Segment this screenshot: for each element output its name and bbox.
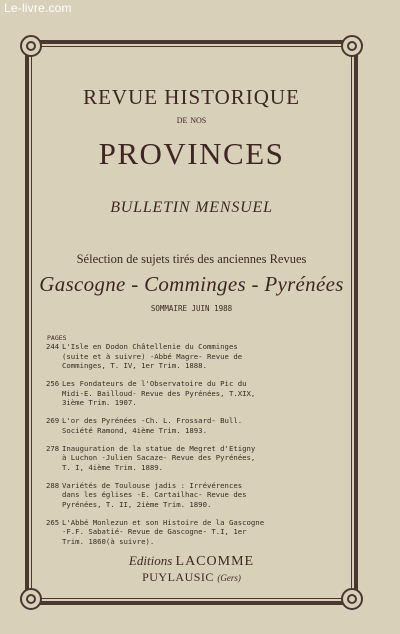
list-item (46, 342, 346, 371)
watermark: Le-livre.com (4, 1, 72, 15)
publisher-line (30, 553, 353, 570)
corner-ornament-icon (341, 588, 363, 610)
list-item (46, 416, 346, 435)
bulletin-mensuel: BULLETIN MENSUEL (110, 199, 273, 216)
entry-page: 265 (46, 517, 60, 527)
entry-text: L'or des Pyrénées -Ch. L. Frossard- Bull. Société Ramond, 4ième Trim. 1893. (62, 416, 243, 435)
entry-page: 269 (46, 416, 60, 426)
list-item (46, 444, 346, 473)
list-item (46, 518, 346, 547)
title-de-nos: de nos (176, 114, 207, 126)
entry-text: L'Isle en Dodon Châtellenie du Comminges (suite et à suivre) -Abbé Magre- Revue de Comminges, T. IV, 1er Trim. 1888. (62, 342, 243, 371)
entry-text: Variétés de Toulouse jadis : Irrévérences dans les églises -E. Cartailhac- Revue des Pyrénées, T. II, 2ième Trim. 1890. (62, 480, 247, 509)
pages-label: PAGES (47, 334, 67, 342)
entry-text: L'Abbé Monlezun et son Histoire de la Gascogne -F.F. Sabatié- Revue de Gascogne- T.I, 1er Trim. 1860(à suivre). (62, 517, 265, 546)
selection-subtitle: Sélection de sujets tirés des anciennes Revues (76, 252, 307, 266)
entry-text: Les Fondateurs de l'Observatoire du Pic du Midi-E. Bailloud- Revue des Pyrénées, T.XIX, 3ième Trim. 1907. (62, 379, 256, 408)
corner-ornament-icon (341, 35, 363, 57)
entry-text: Inauguration de la statue de Megret d'Etigny à Luchon -Julien Sacaze- Revue des Pyrénées, T. I, 4ième Trim. 1889. (62, 443, 256, 472)
title-provinces: PROVINCES (98, 136, 285, 171)
list-item (46, 481, 346, 510)
list-item (46, 379, 346, 408)
publisher-place (30, 570, 353, 585)
entry-page: 278 (46, 443, 60, 453)
entry-page: 288 (46, 480, 60, 490)
title-revue-historique: REVUE HISTORIQUE (83, 85, 300, 109)
place-department: (Gers) (217, 573, 241, 583)
regions-heading: Gascogne - Comminges - Pyrénées (39, 272, 344, 296)
contents-list (46, 342, 346, 555)
sommaire-date: SOMMAIRE JUIN 1988 (150, 304, 233, 313)
corner-ornament-icon (20, 35, 42, 57)
publisher-name: LACOMME (175, 554, 255, 569)
entry-page: 244 (46, 342, 60, 351)
place-name: PUYLAUSIC (142, 570, 214, 584)
publisher-prefix: Editions (128, 553, 173, 568)
entry-page: 256 (46, 379, 60, 389)
corner-ornament-icon (20, 588, 42, 610)
